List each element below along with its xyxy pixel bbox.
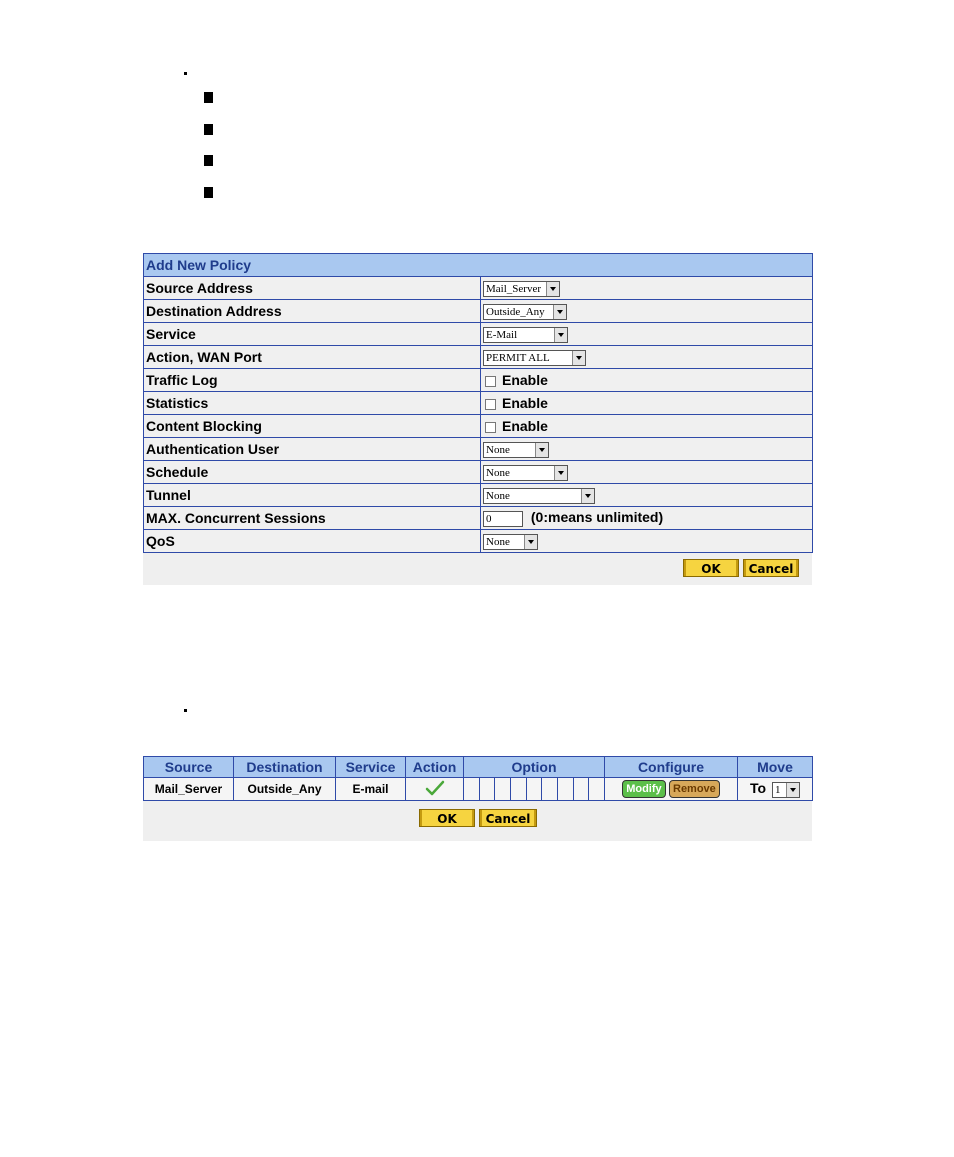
bullet-square	[204, 124, 213, 135]
col-move: Move	[738, 757, 813, 778]
col-option: Option	[464, 757, 605, 778]
statistics-checkbox[interactable]	[485, 399, 496, 410]
label-tunnel: Tunnel	[144, 484, 481, 507]
col-action: Action	[406, 757, 464, 778]
chevron-down-icon	[554, 328, 567, 342]
label-authentication-user: Authentication User	[144, 438, 481, 461]
chevron-down-icon	[524, 535, 537, 549]
ok-button[interactable]: OK	[683, 559, 739, 577]
row-action	[406, 778, 464, 801]
chevron-down-icon	[535, 443, 548, 457]
row-configure	[605, 778, 738, 801]
row-option	[464, 778, 605, 801]
chevron-down-icon	[546, 282, 559, 296]
traffic-log-enable-label: Enable	[502, 372, 548, 388]
chevron-down-icon	[572, 351, 585, 365]
max-sessions-input[interactable]: 0	[483, 511, 523, 527]
table-row	[144, 778, 813, 801]
qos-select[interactable]: None	[483, 534, 538, 550]
add-policy-form	[143, 253, 812, 585]
destination-address-select[interactable]: Outside_Any	[483, 304, 567, 320]
list-ok-button[interactable]: OK	[419, 809, 475, 827]
chevron-down-icon	[554, 466, 567, 480]
cancel-button[interactable]: Cancel	[743, 559, 799, 577]
authentication-user-select[interactable]: None	[483, 442, 549, 458]
schedule-select[interactable]: None	[483, 465, 568, 481]
form-button-bar	[143, 553, 812, 585]
bullet-square	[204, 92, 213, 103]
list-cancel-button[interactable]: Cancel	[479, 809, 537, 827]
label-statistics: Statistics	[144, 392, 481, 415]
action-wan-port-select[interactable]: PERMIT ALL	[483, 350, 586, 366]
content-blocking-checkbox[interactable]	[485, 422, 496, 433]
chevron-down-icon	[553, 305, 566, 319]
col-service: Service	[336, 757, 406, 778]
move-select[interactable]: 1	[772, 782, 800, 798]
col-configure: Configure	[605, 757, 738, 778]
label-service: Service	[144, 323, 481, 346]
service-select[interactable]: E-Mail	[483, 327, 568, 343]
bullet-square	[204, 155, 213, 166]
content-blocking-enable-label: Enable	[502, 418, 548, 434]
source-address-select[interactable]: Mail_Server	[483, 281, 560, 297]
chevron-down-icon	[786, 783, 799, 797]
traffic-log-checkbox[interactable]	[485, 376, 496, 387]
remove-button[interactable]: Remove	[669, 780, 720, 798]
row-move	[738, 778, 813, 801]
list-button-bar	[143, 801, 812, 841]
label-source-address: Source Address	[144, 277, 481, 300]
policy-list	[143, 756, 812, 841]
max-sessions-hint: (0:means unlimited)	[530, 509, 664, 526]
modify-button[interactable]: Modify	[622, 780, 665, 798]
label-action-wan-port: Action, WAN Port	[144, 346, 481, 369]
check-icon	[425, 780, 445, 796]
row-service: E-mail	[336, 778, 406, 801]
row-destination: Outside_Any	[234, 778, 336, 801]
label-schedule: Schedule	[144, 461, 481, 484]
tunnel-select[interactable]: None	[483, 488, 595, 504]
label-max-concurrent-sessions: MAX. Concurrent Sessions	[144, 507, 481, 530]
move-to-label: To	[750, 780, 767, 797]
bullet-square	[204, 187, 213, 198]
col-destination: Destination	[234, 757, 336, 778]
col-source: Source	[144, 757, 234, 778]
form-header: Add New Policy	[144, 254, 813, 277]
label-destination-address: Destination Address	[144, 300, 481, 323]
chevron-down-icon	[581, 489, 594, 503]
label-traffic-log: Traffic Log	[144, 369, 481, 392]
row-source: Mail_Server	[144, 778, 234, 801]
statistics-enable-label: Enable	[502, 395, 548, 411]
label-content-blocking: Content Blocking	[144, 415, 481, 438]
label-qos: QoS	[144, 530, 481, 553]
bullet-dot	[184, 72, 187, 75]
bullet-dot	[184, 709, 187, 712]
